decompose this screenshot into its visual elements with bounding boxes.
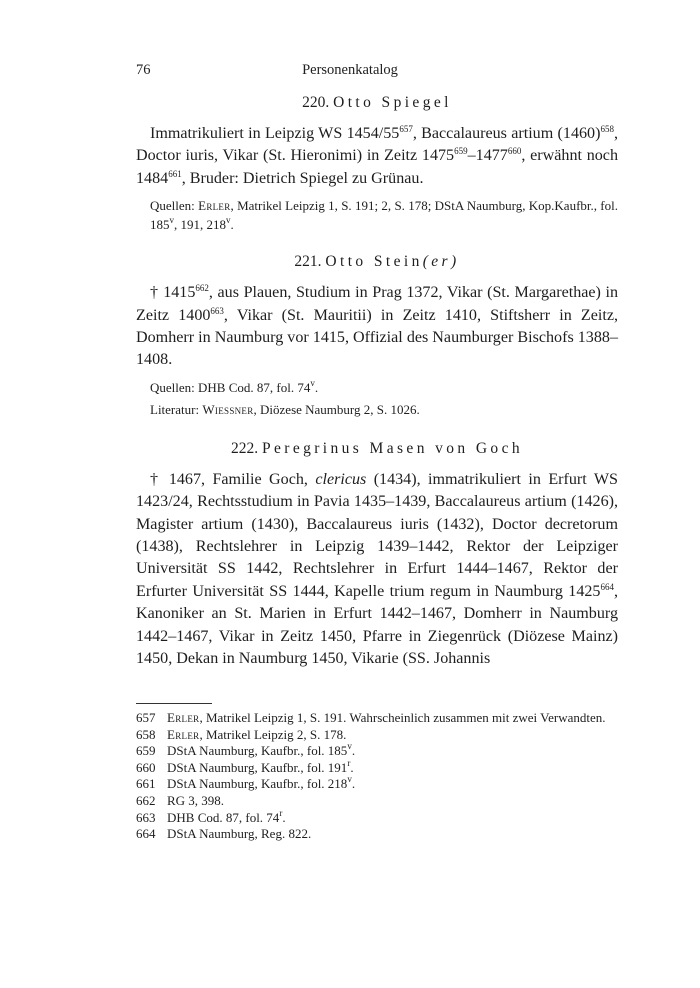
footnote-ref[interactable]: 659 [454,146,468,157]
sources-label: Quellen: [150,198,199,214]
footnote-ref[interactable]: 657 [399,124,413,134]
catalog-entry-220 [136,93,618,234]
footnote-text: DStA Naumburg, Kaufbr., fol. 191 [167,759,348,775]
footnote-number: 663 [136,809,156,825]
body-text: , Kanoniker an St. Marien in Erfurt 1442–1467, Domherr in Naumburg 1442–1467, Vikar in Zeitz 1450, Pfarre in Ziegenrück (Diözese Mainz) 1450, Dekan in Naumburg 1450, Vikarie (SS. Johannis [136,582,618,668]
body-text: , erwähnt noch 1484 [136,147,618,187]
catalog-content [136,93,618,671]
footnote [136,757,618,777]
folio-side: v [347,741,352,752]
footnote-text: . [282,809,286,825]
footnote [136,807,618,827]
footnote [136,727,618,744]
entry-body [136,469,618,671]
folio-side: v [226,215,231,226]
catalog-entry-221 [136,252,618,419]
folio-side: r [279,807,283,818]
footnote [136,710,618,727]
footnote-number: 662 [136,792,156,808]
body-text: Immatrikuliert in Leipzig WS 1454/55 [150,125,400,142]
body-italic: clericus [315,470,367,488]
sources-text: . [230,217,234,233]
footnote-rule [136,703,212,704]
folio-side: v [169,215,174,226]
footnote-text: . [350,759,354,775]
entry-name: Peregrinus Masen von Goch [261,439,524,457]
footnote-text: , Matrikel Leipzig 2, S. 178. [199,726,347,742]
footnote [136,793,618,810]
sources-text: Quellen: DHB Cod. 87, fol. 74 [150,379,311,395]
footnote-ref[interactable]: 661 [168,168,182,179]
footnote-text: , Matrikel Leipzig 1, S. 191. Wahrscheinlich zusammen mit zwei Verwandten. [199,710,606,725]
body-text: , Doctor iuris, Vikar (St. Hieronimi) in Zeitz 1475 [136,125,618,165]
running-head [136,62,564,82]
footnote-text: DHB Cod. 87, fol. 74 [167,809,280,825]
footnote [136,826,618,843]
entry-body [136,282,618,372]
folio-side: v [347,774,352,785]
entry-name-variant: (er) [422,253,460,271]
body-text: , Baccalaureus artium (1460) [412,125,601,142]
entry-heading [136,252,618,272]
entry-name: Otto Stein [325,253,423,271]
footnotes [136,710,618,843]
footnote-ref[interactable]: 660 [507,146,522,157]
author-name: Erler [167,710,200,725]
sources-text: . [314,379,319,395]
footnote-ref[interactable]: 664 [600,581,614,592]
footnote [136,776,618,793]
body-text: –1477 [467,147,508,165]
footnote-ref[interactable]: 662 [195,283,209,294]
footnote-ref[interactable]: 658 [600,124,614,134]
footnote-number: 664 [136,826,156,842]
literature-line [136,400,618,419]
sources-text: , Matrikel Leipzig 1, S. 191; 2, S. 178; DStA Naumburg, Kop.Kaufbr., fol. 185 [150,198,618,233]
literature-text: , Diözese Naumburg 2, S. 1026. [253,401,420,417]
footnote-number: 659 [136,743,156,759]
entry-number: 222. [230,439,259,457]
author-name: Erler [167,726,200,742]
page-number: 76 [136,62,151,78]
footnote-text: RG 3, 398. [167,792,225,808]
footnote-text: . [351,743,356,759]
footnote-number: 661 [136,776,156,792]
body-text: † 1467, Familie Goch, [150,470,316,488]
entry-number: 220. [302,94,330,111]
footnote-number: 658 [136,726,156,742]
running-title: Personenkatalog [302,62,398,78]
footnote-text: DStA Naumburg, Kaufbr., fol. 218 [167,776,348,792]
entry-name: Otto Spiegel [333,94,452,111]
footnote-number: 660 [136,759,156,775]
footnote-text: . [351,776,356,792]
footnote [136,743,618,760]
sources-line [136,378,618,397]
footnote-number: 657 [136,710,156,725]
author-name: Wiessner [202,401,254,417]
entry-heading [136,93,618,113]
folio-side: v [310,377,315,388]
sources-text: , 191, 218 [174,217,226,233]
entry-heading [136,439,618,459]
entry-number: 221. [294,253,322,271]
folio-side: r [347,757,351,768]
catalog-entry-222 [136,439,618,671]
author-name: Erler [198,198,231,214]
body-text: (1434), immatrikuliert in Erfurt WS 1423/24, Rechtsstudium in Pavia 1435–1439, Baccalaureus artium (1426), Magister artium (1430), Baccalaureus iuris (1432), Doctor decretorum (1438), Rechtslehrer in Leipzig 1439–1442, Rektor der Leipziger Universität SS 1442, Rechtslehrer in Erfurt 1444–1467, Rektor der Erfurter Universität SS 1444, Kapelle trium regum in Naumburg 1425 [136,470,619,600]
entry-body [136,123,618,190]
body-text: , Vikar (St. Mauritii) in Zeitz 1410, Stiftsherr in Zeitz, Domherr in Naumburg vor 1415, Offizial des Naumburger Bischofs 1388–1408. [136,306,618,369]
body-text: , aus Plauen, Studium in Prag 1372, Vikar (St. Margarethae) in Zeitz 1400 [136,284,619,324]
footnote-text: DStA Naumburg, Kaufbr., fol. 185 [167,743,348,759]
body-text: , Bruder: Dietrich Spiegel zu Grünau. [181,169,424,187]
footnote-ref[interactable]: 663 [210,305,224,316]
body-text: † 1415 [150,284,196,302]
footnote-text: DStA Naumburg, Reg. 822. [167,826,312,842]
sources-line [136,196,618,234]
literature-label: Literatur: [150,401,203,417]
